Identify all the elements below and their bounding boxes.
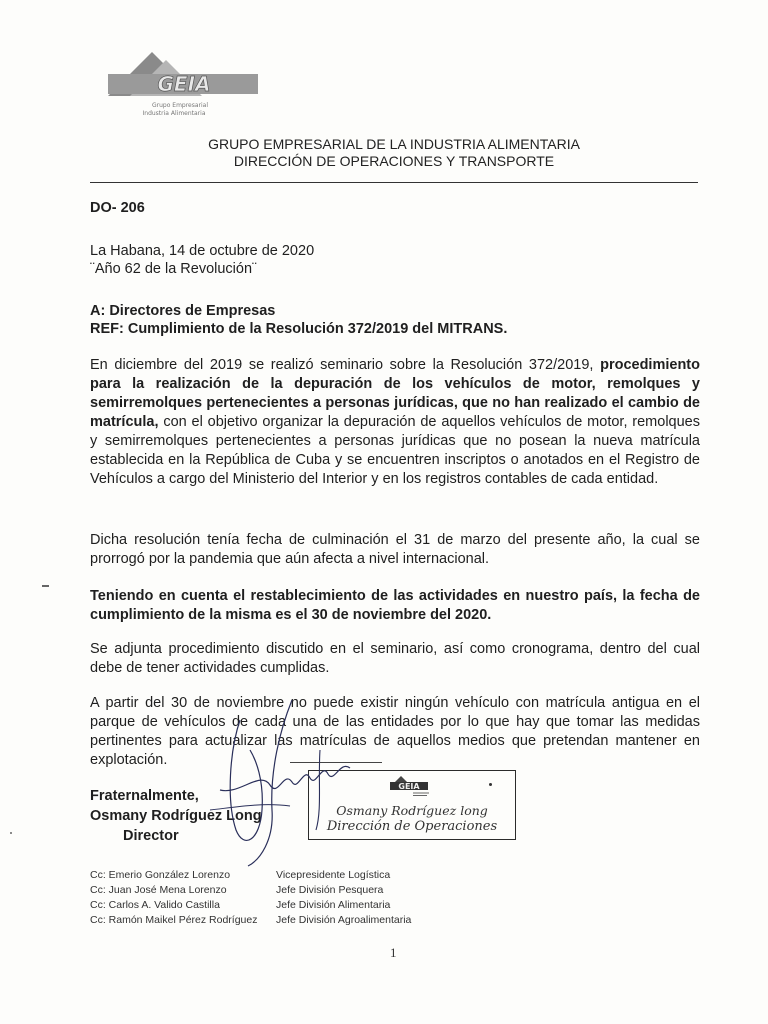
paragraph-4: Se adjunta procedimiento discutido en el seminario, así como cronograma, dentro del cual debe de tener actividades cumplidas.: [90, 641, 700, 676]
salutation: Fraternalmente,: [90, 788, 199, 804]
svg-text:GEIA: GEIA: [157, 72, 211, 96]
paragraph-1-rest: con el objetivo organizar la depuración de aquellos vehículos de motor, remolques y semirremolques pertenecientes a personas jurídicas que no posean la nueva matrícula establecida en la República de Cuba y se encuentren inscriptos o anotados en el Registro de Vehículos a cargo del Ministerio del Interior y en los registros contables de cada entidad.: [90, 414, 700, 487]
paragraph-5: A partir del 30 de noviembre no puede existir ningún vehículo con matrícula antigua en el parque de vehículos de cada una de las entidades por lo que hay que tomar las medidas pertinentes para actualizar las matrículas de aquellos medios que pretendan mantener en explotación.: [90, 695, 700, 768]
company-logo: [100, 50, 270, 120]
paragraph-1: [90, 356, 700, 489]
org-name: GRUPO EMPRESARIAL DE LA INDUSTRIA ALIMENTARIA: [208, 136, 580, 152]
document-code: DO- 206: [90, 200, 145, 216]
cc-role: Jefe División Agroalimentaria: [276, 914, 412, 926]
paragraph-2: Dicha resolución tenía fecha de culminación el 31 de marzo del presente año, la cual se prorrogó por la pandemia que aún afecta a nivel internacional.: [90, 532, 700, 567]
cc-row: [90, 868, 411, 883]
reference: REF: Cumplimiento de la Resolución 372/2019 del MITRANS.: [90, 321, 508, 337]
paragraph-1-intro: En diciembre del 2019 se realizó seminario sobre la Resolución 372/2019,: [90, 357, 601, 373]
stamp-dot: [489, 783, 492, 786]
year-motto: ¨Año 62 de la Revolución¨: [90, 261, 257, 277]
cc-name: Cc: Ramón Maikel Pérez Rodríguez: [90, 914, 258, 926]
header-divider: [90, 182, 698, 183]
stamp-logo-icon: [387, 775, 433, 797]
scan-mark: [10, 832, 12, 834]
handwritten-signature: [200, 690, 360, 870]
paragraph-3: Teniendo en cuenta el restablecimiento de las actividades en nuestro país, la fecha de cumplimiento de la misma es el 30 de noviembre del 2020.: [90, 588, 700, 623]
svg-text:Grupo Empresarial: Grupo Empresarial: [151, 102, 209, 109]
signer-title: Director: [123, 828, 179, 844]
cc-row: [90, 913, 411, 928]
cc-role: Jefe División Pesquera: [276, 884, 384, 896]
signer-name: Osmany Rodríguez Long: [90, 808, 262, 824]
svg-text:Industria Alimentaria: Industria Alimentaria: [142, 110, 206, 117]
scan-mark: [42, 585, 49, 587]
stamp-department: Dirección de Operaciones: [326, 819, 498, 834]
svg-text:GEIA: GEIA: [398, 782, 420, 791]
stamp-name: Osmany Rodríguez long: [336, 803, 488, 818]
cc-role: Vicepresidente Logística: [276, 869, 391, 881]
cc-name: Cc: Emerio González Lorenzo: [90, 869, 231, 881]
cc-list: [90, 868, 411, 928]
place-date-block: [90, 242, 314, 278]
page-number: 1: [390, 945, 397, 960]
department-name: DIRECCIÓN DE OPERACIONES Y TRANSPORTE: [233, 153, 555, 169]
cc-name: Cc: Juan José Mena Lorenzo: [90, 884, 227, 896]
geia-logo-icon: [100, 50, 270, 120]
cc-row: [90, 898, 411, 913]
letterhead: [90, 136, 698, 170]
cc-row: [90, 883, 411, 898]
cc-name: Cc: Carlos A. Valido Castilla: [90, 899, 220, 911]
cc-role: Jefe División Alimentaria: [276, 899, 391, 911]
paragraph-1-bold: procedimiento para la realización de la depuración de los vehículos de motor, remolques y semirremolques pertenecientes a personas jurídicas, que no han realizado el cambio de matrícula,: [90, 357, 700, 430]
recipient: A: Directores de Empresas: [90, 303, 276, 319]
addressee-block: [90, 302, 507, 338]
place-date: La Habana, 14 de octubre de 2020: [90, 243, 315, 259]
